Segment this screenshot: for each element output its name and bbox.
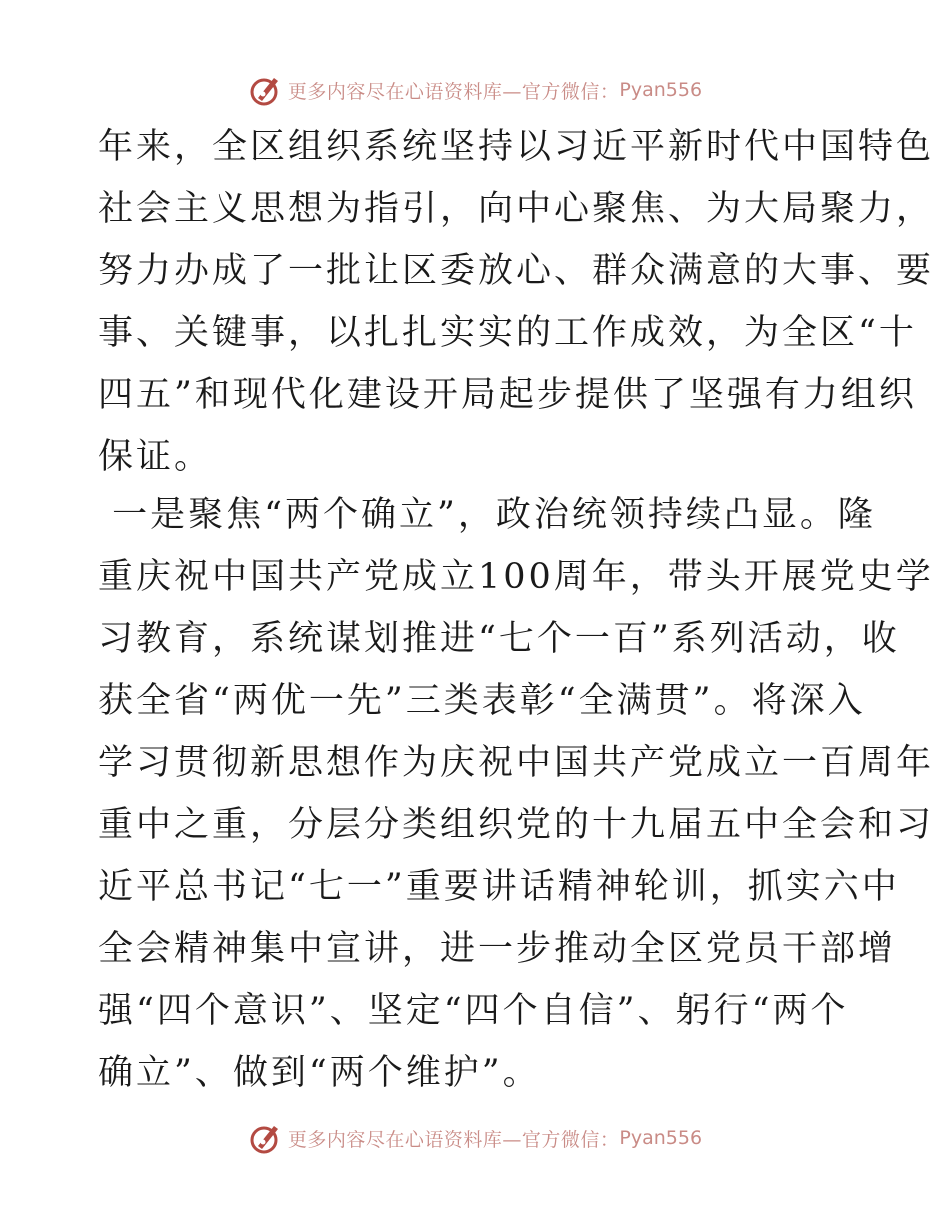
text-line: 确立”、做到“两个维护”。 [98,1053,541,1093]
text-line: 重庆祝中国共产党成立100周年，带头开展党史学 [98,557,934,597]
text-line: 学习贯彻新思想作为庆祝中国共产党成立一百周年 [98,743,935,783]
text-line: 年来，全区组织系统坚持以习近平新时代中国特色 [98,127,935,167]
footer-watermark [0,1118,950,1158]
watermark-text: 更多内容尽在心语资料库—官方微信： [287,80,620,103]
text-line: 获全省“两优一先”三类表彰“全满贯”。将深入 [98,681,866,721]
watermark-wechat-id: Pyan556 [619,79,703,101]
header-watermark [0,70,950,110]
text-line: 习教育，系统谋划推进“七个一百”系列活动，收 [98,619,900,659]
paragraph-2 [98,484,935,1104]
text-line: 事、关键事，以扎扎实实的工作成效，为全区“十 [98,313,917,353]
text-line: 努力办成了一批让区委放心、群众满意的大事、要 [98,251,935,291]
text-line: 近平总书记“七一”重要讲话精神轮训，抓实六中 [98,867,900,907]
pen-logo-icon [248,72,284,108]
paragraph-1 [98,116,935,488]
text-line: 强“四个意识”、坚定“四个自信”、躬行“两个 [98,991,849,1031]
watermark-wechat-id: Pyan556 [619,1127,703,1149]
text-line: 重中之重，分层分类组织党的十九届五中全会和习 [98,805,935,845]
text-line: 保证。 [98,437,213,477]
text-line: 社会主义思想为指引，向中心聚焦、为大局聚力， [98,189,935,229]
text-line: 全会精神集中宣讲，进一步推动全区党员干部增 [98,929,897,969]
text-line: 四五”和现代化建设开局起步提供了坚强有力组织 [98,375,917,415]
text-line: 一是聚焦“两个确立”，政治统领持续凸显。隆 [98,495,876,535]
pen-logo-icon [248,1120,284,1156]
watermark-text: 更多内容尽在心语资料库—官方微信： [287,1128,620,1151]
